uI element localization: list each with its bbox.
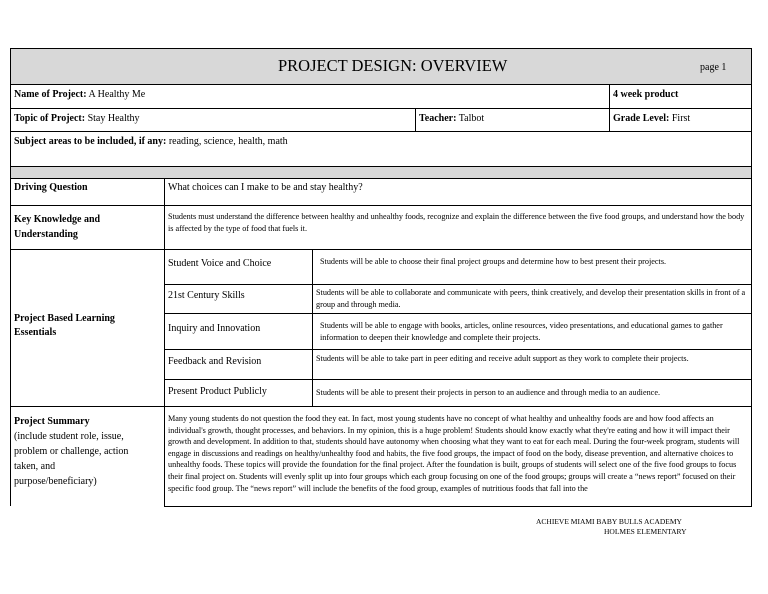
project-name bbox=[14, 89, 145, 100]
project-topic-value: Stay Healthy bbox=[87, 113, 140, 124]
pbl-label-2: Essentials bbox=[14, 327, 57, 338]
grid-line bbox=[10, 131, 752, 132]
project-name-value: A Healthy Me bbox=[88, 89, 146, 100]
pbl-row-label: 21st Century Skills bbox=[168, 290, 245, 301]
summary-label-line: (include student role, issue, bbox=[14, 431, 124, 442]
grid-line bbox=[312, 249, 313, 406]
grid-line bbox=[10, 48, 11, 506]
school-location: HOLMES ELEMENTARY bbox=[604, 527, 687, 536]
pbl-row-label: Feedback and Revision bbox=[168, 356, 262, 367]
project-duration bbox=[613, 89, 678, 100]
pbl-row-label: Student Voice and Choice bbox=[168, 258, 272, 269]
grid-line bbox=[10, 406, 752, 407]
grid-line bbox=[10, 178, 752, 179]
pbl-row-label: Present Product Publicly bbox=[168, 386, 267, 397]
grade-level bbox=[613, 113, 690, 124]
grid-line bbox=[164, 506, 752, 507]
grid-line bbox=[10, 108, 752, 109]
grid-line bbox=[164, 178, 165, 506]
subject-areas-label: Subject areas to be included, if any: bbox=[14, 136, 167, 147]
pbl-row-value: Students will be able to engage with books, articles, online resources, video presentations, and educational games to gather information to deepen their knowledge and complete their projects. bbox=[320, 321, 723, 342]
grid-line bbox=[415, 108, 416, 131]
pbl-row-value: Students will be able to collaborate and communicate with peers, think creatively, and develop their presentation skills in front of a group and through media. bbox=[316, 288, 746, 309]
pbl-row-value: Students will be able to present their projects in person to an audience and through media to an audience. bbox=[316, 388, 660, 397]
page-title: PROJECT DESIGN: OVERVIEW bbox=[278, 56, 508, 75]
project-topic bbox=[14, 113, 140, 124]
grid-line bbox=[164, 284, 752, 285]
teacher-value: Talbot bbox=[458, 113, 485, 124]
key-knowledge-value: Students must understand the difference between healthy and unhealthy foods, recognize and explain the difference between the five food groups, and understand how the body is affected by the type of food that fuels it. bbox=[168, 212, 745, 233]
grade-label: Grade Level: bbox=[613, 113, 670, 124]
grid-line bbox=[164, 379, 752, 380]
grid-line bbox=[751, 48, 752, 506]
grid-line bbox=[10, 84, 752, 85]
key-knowledge-label-1: Key Knowledge and bbox=[14, 214, 101, 225]
grid-line bbox=[10, 166, 752, 167]
summary-label-title: Project Summary bbox=[14, 416, 90, 427]
driving-question-value: What choices can I make to be and stay healthy? bbox=[168, 182, 363, 193]
grid-line bbox=[10, 205, 752, 206]
grid-line bbox=[609, 84, 610, 131]
grid-line bbox=[164, 349, 752, 350]
summary-label-line: purpose/beneficiary) bbox=[14, 476, 97, 487]
teacher bbox=[419, 113, 484, 124]
grade-value: First bbox=[671, 113, 691, 124]
driving-question-label: Driving Question bbox=[14, 182, 88, 193]
pbl-row-label: Inquiry and Innovation bbox=[168, 323, 261, 334]
teacher-label: Teacher: bbox=[419, 113, 457, 124]
grid-line bbox=[10, 48, 752, 49]
grid-line bbox=[10, 249, 752, 250]
divider-band bbox=[10, 166, 752, 178]
summary-label-line: taken, and bbox=[14, 461, 56, 472]
project-topic-label: Topic of Project: bbox=[14, 113, 86, 124]
pbl-row-value: Students will be able to choose their final project groups and determine how to best present their projects. bbox=[320, 257, 667, 266]
summary-label-line: problem or challenge, action bbox=[14, 446, 129, 457]
pbl-label-1: Project Based Learning bbox=[14, 313, 115, 324]
subject-areas bbox=[14, 136, 288, 147]
key-knowledge-label-2: Understanding bbox=[14, 229, 78, 240]
project-name-label: Name of Project: bbox=[14, 89, 87, 100]
subject-areas-value: reading, science, health, math bbox=[168, 136, 288, 147]
project-duration-value: 4 week product bbox=[613, 89, 679, 100]
pbl-row-value: Students will be able to take part in peer editing and receive adult support as they work to complete their projects. bbox=[316, 354, 689, 363]
page-number: page 1 bbox=[700, 62, 727, 73]
school-name: ACHIEVE MIAMI BABY BULLS ACADEMY bbox=[536, 517, 682, 526]
summary-value: Many young students do not question the food they eat. In fact, most young students have no concept of what healthy and unhealthy foods are and how food affects an individual's growth, thought processes, and behaviors. In my opinion, this is a huge problem! Students should know exactly what they're eating and how it will impact their growth and development. In addition to that, students should have autonomy when choosing what they want to eat for each meal. During the four-week program, students will engage in discussions and readings on healthy/unhealthy food and habits, the five food groups, the impact of food on the body, disease prevention, and alternative choices to unhealthy foods. These topics will provide the foundation for the final project. After the foundation is built, groups of students will select one of the five food groups to focus their final project on. Students will evenly split up into four groups which each group focusing on one of the food groups; groups will create a “news report” focused on their specific food group. The “news report” will include the benefits of the food group, examples of nutritious foods that fall into the bbox=[168, 414, 740, 493]
grid-line bbox=[164, 313, 752, 314]
